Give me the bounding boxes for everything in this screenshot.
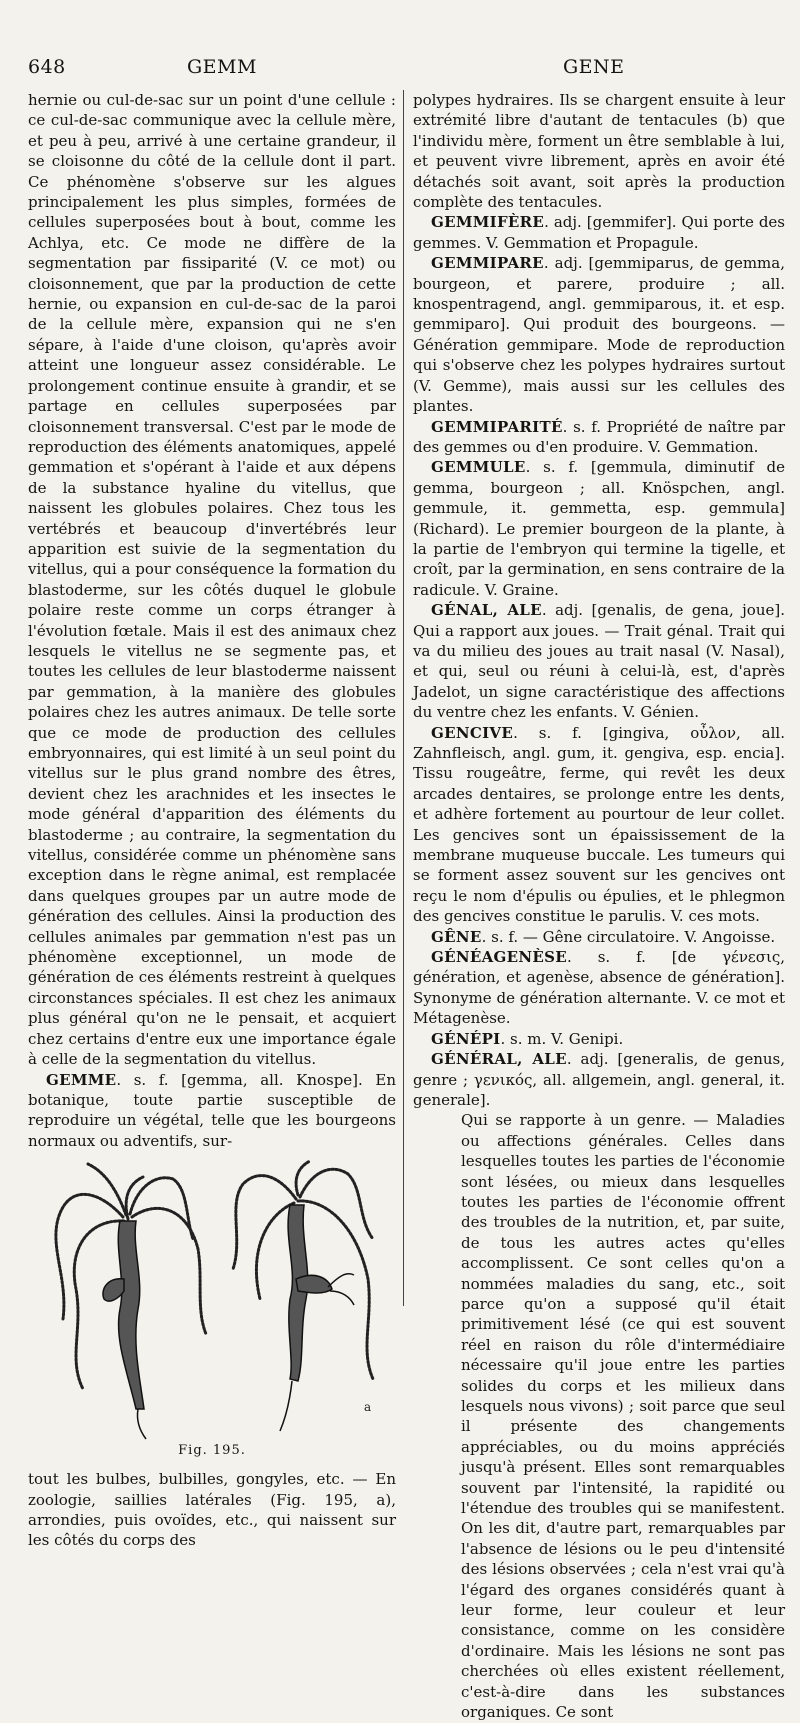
- entry-general: [413, 1049, 785, 1110]
- figure-caption: Fig. 195.: [178, 1443, 246, 1459]
- entry-gemme-text: . s. f. [gemma, all. Knospe]. En botanique, toute partie susceptible de reproduire un végétal, telle que les bourgeons normaux ou adventifs, sur-: [28, 1070, 396, 1150]
- right-column: [413, 90, 785, 1722]
- entry-gencive-text: . s. f. [gingiva, οὖλον, all. Zahnfleisch, angl. gum, it. gengiva, esp. encia]. Tissu rougeâtre, ferme, qui revêt les deux arcades dentaires, se prolonge entre les dents, et adhère fortement au pourtour de leur collet. Les gencives sont un épaississement de la membrane muqueuse buccale. Les tumeurs qui se forment assez souvent sur les gencives ont reçu le nom d'épulis ou épulies, et le phlegmon des gencives constitue le parulis. V. ces mots.: [413, 723, 785, 926]
- column-divider: [403, 90, 404, 1306]
- left-column: [28, 90, 396, 1550]
- entry-genal: [413, 600, 785, 722]
- page-number: 648: [28, 56, 66, 78]
- gemmation-continued-paragraph: hernie ou cul-de-sac sur un point d'une cellule : ce cul-de-sac communique avec la cellule mère, et peu à peu, arrivé à une certaine grandeur, il se cloisonne du côté de la cellule dont il part. Ce phénomène s'observe sur les algues principalement les plus simples, formées de cellules superposées bout à bout, comme les Achlya, etc. Ce mode ne diffère de la segmentation par fissiparité (V. ce mot) ou cloisonnement, que par la production de cette hernie, ou expansion en cul-de-sac de la paroi de la cellule mère, expansion qui ne s'en sépare, à l'aide d'une cloison, qu'après avoir atteint une longueur assez considérable. Le prolongement continue ensuite à grandir, et se partage en cellules superposées par cloisonnement transversal. C'est par le mode de reproduction des éléments anatomiques, appelé gemmation et s'opérant à l'aide et aux dépens de la substance hyaline du vitellus, que naissent les globules polaires. Chez tous les vertébrés et beaucoup d'invertébrés leur apparition est suivie de la segmentation du vitellus, qui a pour conséquence la formation du blastoderme, sur les côtés duquel le globule polaire reste comme un corps étranger à l'évolution fœtale. Mais il est des animaux chez lesquels le vitellus ne se segmente pas, et toutes les cellules de leur blastoderme naissent par gemmation, à la manière des globules polaires chez les autres animaux. De telle sorte que ce mode de production des cellules embryonnaires, qui est limité à un seul point du vitellus sur le plus grand nombre des êtres, devient chez les arachnides et les insectes le mode général d'apparition des éléments du blastoderme ; au contraire, la segmentation du vitellus, considérée comme un phénomène sans exception dans le règne animal, est remplacée dans quelques groupes par un autre mode de génération des cellules. Ainsi la production des cellules animales par gemmation n'est pas un phénomène exceptionnel, un mode de génération de ces éléments restreint à quelques circonstances spéciales. Il est chez les animaux plus général qu'on ne le pensait, et acquiert chez certains d'entre eux une importance égale à celle de la segmentation du vitellus.: [28, 91, 396, 1069]
- gemme-continued-paragraph: tout les bulbes, bulbilles, gongyles, etc. — En zoologie, saillies latérales (Fig. 195, a), arrondies, puis ovoïdes, etc., qui naissent sur les côtés du corps des: [28, 1470, 396, 1550]
- entry-gemmipare-text: . adj. [gemmiparus, de gemma, bourgeon, et parere, produire ; all. knospentragend, angl. gemmiparous, it. et esp. gemmiparo]. Qui produit des bourgeons. — Génération gemmipare. Mode de reproduction qui s'observe chez les polypes hydraires surtout (V. Gemme), mais aussi sur les cellules des plantes.: [413, 254, 785, 416]
- headword-gemmiparite: GEMMIPARITÉ: [431, 417, 563, 436]
- entry-geneagenese: [413, 947, 785, 1029]
- headword-gene: GÊNE: [431, 927, 482, 946]
- entry-gemmipare: [413, 253, 785, 416]
- entry-gemmifere-text: . adj. [gemmifer]. Qui porte des gemmes. V. Gemmation et Propagule.: [413, 213, 785, 252]
- headword-gencive: GENCIVE: [431, 723, 514, 742]
- entry-gene-text: . s. f. — Gêne circulatoire. V. Angoisse.: [481, 927, 776, 946]
- headword-gemmipare: GEMMIPARE: [431, 254, 544, 273]
- headword-genal: GÉNAL, ALE: [431, 601, 542, 620]
- headword-geneagenese: GÉNÉAGENÈSE: [431, 948, 567, 967]
- entry-geneagenese-text: . s. f. [de γένεσις, génération, et agenèse, absence de génération]. Synonyme de génération alternante. V. ce mot et Métagenèse.: [413, 948, 785, 1028]
- entry-gemmule: [413, 457, 785, 600]
- gemme-end-paragraph: polypes hydraires. Ils se chargent ensuite à leur extrémité libre d'autant de tentacules (b) que l'individu mère, forment un être semblable à lui, et peuvent vivre librement, après en avoir été détachés soit avant, soit après la production complète des tentacules.: [413, 91, 785, 212]
- running-head-left: GEMM: [187, 56, 257, 78]
- entry-gemmiparite: [413, 417, 785, 458]
- polyp-illustration: [28, 1159, 396, 1441]
- entry-genepi-text: . s. m. V. Genipi.: [500, 1029, 624, 1048]
- running-head-right: GENE: [563, 56, 625, 78]
- entry-general-text: . adj. [generalis, de genus, genre ; γενικός, all. allgemein, angl. general, it. generale].: [413, 1050, 785, 1109]
- entry-genepi: [413, 1029, 785, 1049]
- headword-gemmifere: GEMMIFÈRE: [431, 213, 545, 232]
- entry-gemmifere: [413, 212, 785, 253]
- entry-gemmule-text: . s. f. [gemmula, diminutif de gemma, bourgeon ; all. Knöspchen, angl. gemmule, it. gemmetta, esp. gemmula] (Richard). Le premier bourgeon de la plante, à la partie de l'embryon qui termine la tigelle, et croît, par la germination, en sens contraire de la radicule. V. Graine.: [413, 458, 785, 599]
- headword-genepi: GÉNÉPI: [431, 1029, 501, 1048]
- headword-gemme: GEMME: [46, 1070, 117, 1089]
- headword-gemmule: GEMMULE: [431, 458, 526, 477]
- headword-general: GÉNÉRAL, ALE: [431, 1050, 567, 1069]
- figure-195: [28, 1159, 396, 1463]
- entry-genal-text: . adj. [genalis, de gena, joue]. Qui a rapport aux joues. — Trait génal. Trait qui va du milieu des joues au trait nasal (V. Nasal), et qui, seul ou réuni à celui-là, est, d'après Jadelot, un signe caractéristique des affections du ventre chez les enfants. V. Génien.: [413, 601, 785, 722]
- entry-gemmiparite-text: . s. f. Propriété de naître par des gemmes ou d'en produire. V. Gemmation.: [413, 417, 785, 456]
- entry-gemme: [28, 1070, 396, 1152]
- running-header: [0, 56, 800, 86]
- entry-gencive: [413, 723, 785, 927]
- entry-gene: [413, 927, 785, 947]
- entry-general-continued: Qui se rapporte à un genre. — Maladies ou affections générales. Celles dans lesquelles toutes les parties de l'économie sont lésées, ou mieux dans lesquelles toutes les parties de l'économie offrent des troubles de la nutrition, et, par suite, de tous les autres actes qu'elles accomplissent. Ce sont celles qu'on a nommées maladies du sang, etc., soit parce qu'on a supposé qu'il était primitivement lésé (ce qui est souvent réel en raison du rôle d'intermédiaire nécessaire qu'il joue entre les parties solides du corps et les milieux dans lesquels nous vivons) ; soit parce que seul il présente des changements appréciables, ou du moins appréciés jusqu'à présent. Elles sont remarquables souvent par l'intensité, la rapidité ou l'étendue des troubles qui se manifestent. On les dit, d'autre part, remarquables par l'absence de lésions ou le peu d'intensité des lésions observées ; cela n'est vrai qu'à l'égard des organes considérés quant à leur forme, leur couleur et leur consistance, comme on les considère d'ordinaire. Mais les lésions ne sont pas cherchées où elles existent réellement, c'est-à-dire dans les substances organiques. Ce sont: [461, 1111, 785, 1722]
- figure-label-a: a: [364, 1400, 372, 1415]
